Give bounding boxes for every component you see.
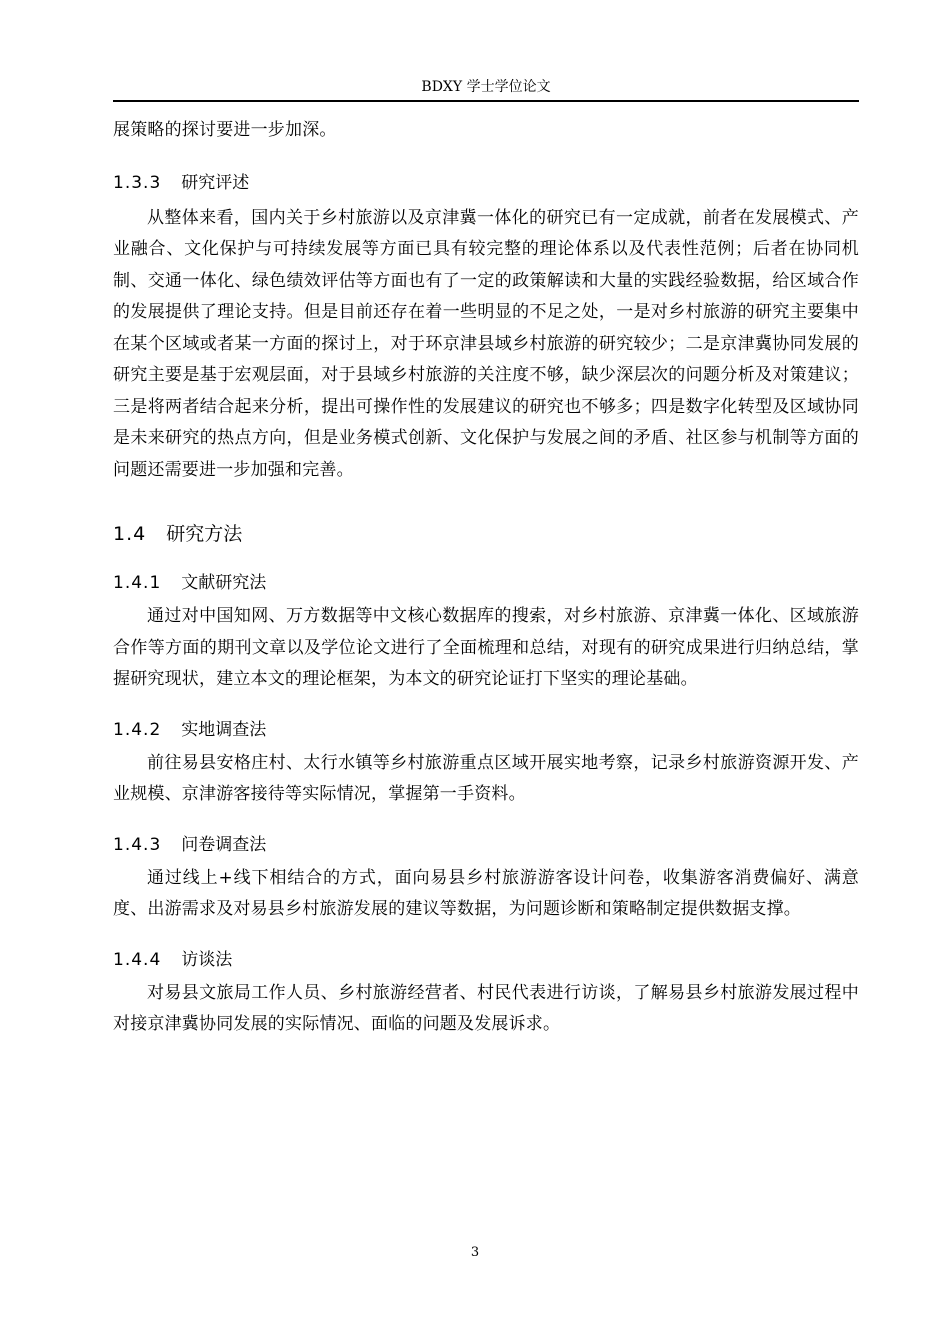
heading-number: 1.4.2 bbox=[113, 719, 162, 740]
running-header bbox=[113, 78, 859, 96]
header-rule bbox=[113, 100, 859, 102]
heading-title: 访谈法 bbox=[181, 949, 233, 970]
heading-title: 实地调查法 bbox=[181, 719, 267, 740]
paragraph-questionnaire: 通过线上+线下相结合的方式，面向易县乡村旅游游客设计问卷，收集游客消费偏好、满意度、出游需求及对易县乡村旅游发展的建议等数据，为问题诊断和策略制定提供数据支撑。 bbox=[113, 867, 859, 919]
heading-1-4 bbox=[113, 521, 859, 547]
paragraph-research-review: 从整体来看，国内关于乡村旅游以及京津冀一体化的研究已有一定成就，前者在发展模式、产业融合、文化保护与可持续发展等方面已具有较完整的理论体系以及代表性范例；后者在协同机制、交通一体化、绿色绩效评估等方面也有了一定的政策解读和大量的实践经验数据，给区域合作的发展提供了理论支持。但是目前还存在着一些明显的不足之处，一是对乡村旅游的研究主要集中在某个区域或者某一方面的探讨上，对于环京津县域乡村旅游的研究较少；二是京津冀协同发展的研究主要是基于宏观层面，对于县域乡村旅游的关注度不够，缺少深层次的问题分析及对策建议；三是将两者结合起来分析，提出可操作性的发展建议的研究也不够多；四是数字化转型及区域协同是未来研究的热点方向，但是业务模式创新、文化保护与发展之间的矛盾、社区参与机制等方面的问题还需要进一步加强和完善。 bbox=[113, 207, 859, 480]
heading-title: 研究评述 bbox=[181, 172, 250, 193]
paragraph-interview: 对易县文旅局工作人员、乡村旅游经营者、村民代表进行访谈，了解易县乡村旅游发展过程中对接京津冀协同发展的实际情况、面临的问题及发展诉求。 bbox=[113, 982, 859, 1034]
heading-1-4-3 bbox=[113, 833, 859, 857]
heading-number: 1.4.3 bbox=[113, 834, 162, 855]
heading-1-4-2 bbox=[113, 718, 859, 742]
paragraph-field-survey: 前往易县安格庄村、太行水镇等乡村旅游重点区域开展实地考察，记录乡村旅游资源开发、产业规模、京津游客接待等实际情况，掌握第一手资料。 bbox=[113, 752, 859, 804]
heading-number: 1.4.1 bbox=[113, 573, 162, 593]
heading-1-3-3 bbox=[113, 171, 859, 195]
page-footer bbox=[0, 1245, 950, 1261]
heading-1-4-4 bbox=[113, 948, 859, 972]
page-body bbox=[113, 115, 859, 1041]
heading-number: 1.4 bbox=[113, 523, 147, 545]
heading-title: 问卷调查法 bbox=[181, 834, 267, 855]
heading-1-4-1 bbox=[113, 571, 859, 595]
heading-title: 研究方法 bbox=[166, 523, 243, 545]
heading-number: 1.4.4 bbox=[113, 949, 162, 970]
page-number: 3 bbox=[470, 1245, 480, 1260]
paragraph-continuation: 展策略的探讨要进一步加深。 bbox=[113, 120, 337, 140]
heading-number: 1.3.3 bbox=[113, 172, 162, 193]
heading-title: 文献研究法 bbox=[181, 573, 267, 593]
paragraph-literature-method: 通过对中国知网、万方数据等中文核心数据库的搜索，对乡村旅游、京津冀一体化、区域旅游合作等方面的期刊文章以及学位论文进行了全面梳理和总结，对现有的研究成果进行归纳总结，掌握研究现状，建立本文的理论框架，为本文的研究论证打下坚实的理论基础。 bbox=[113, 606, 859, 689]
running-header-title: BDXY 学士学位论文 bbox=[421, 79, 551, 95]
